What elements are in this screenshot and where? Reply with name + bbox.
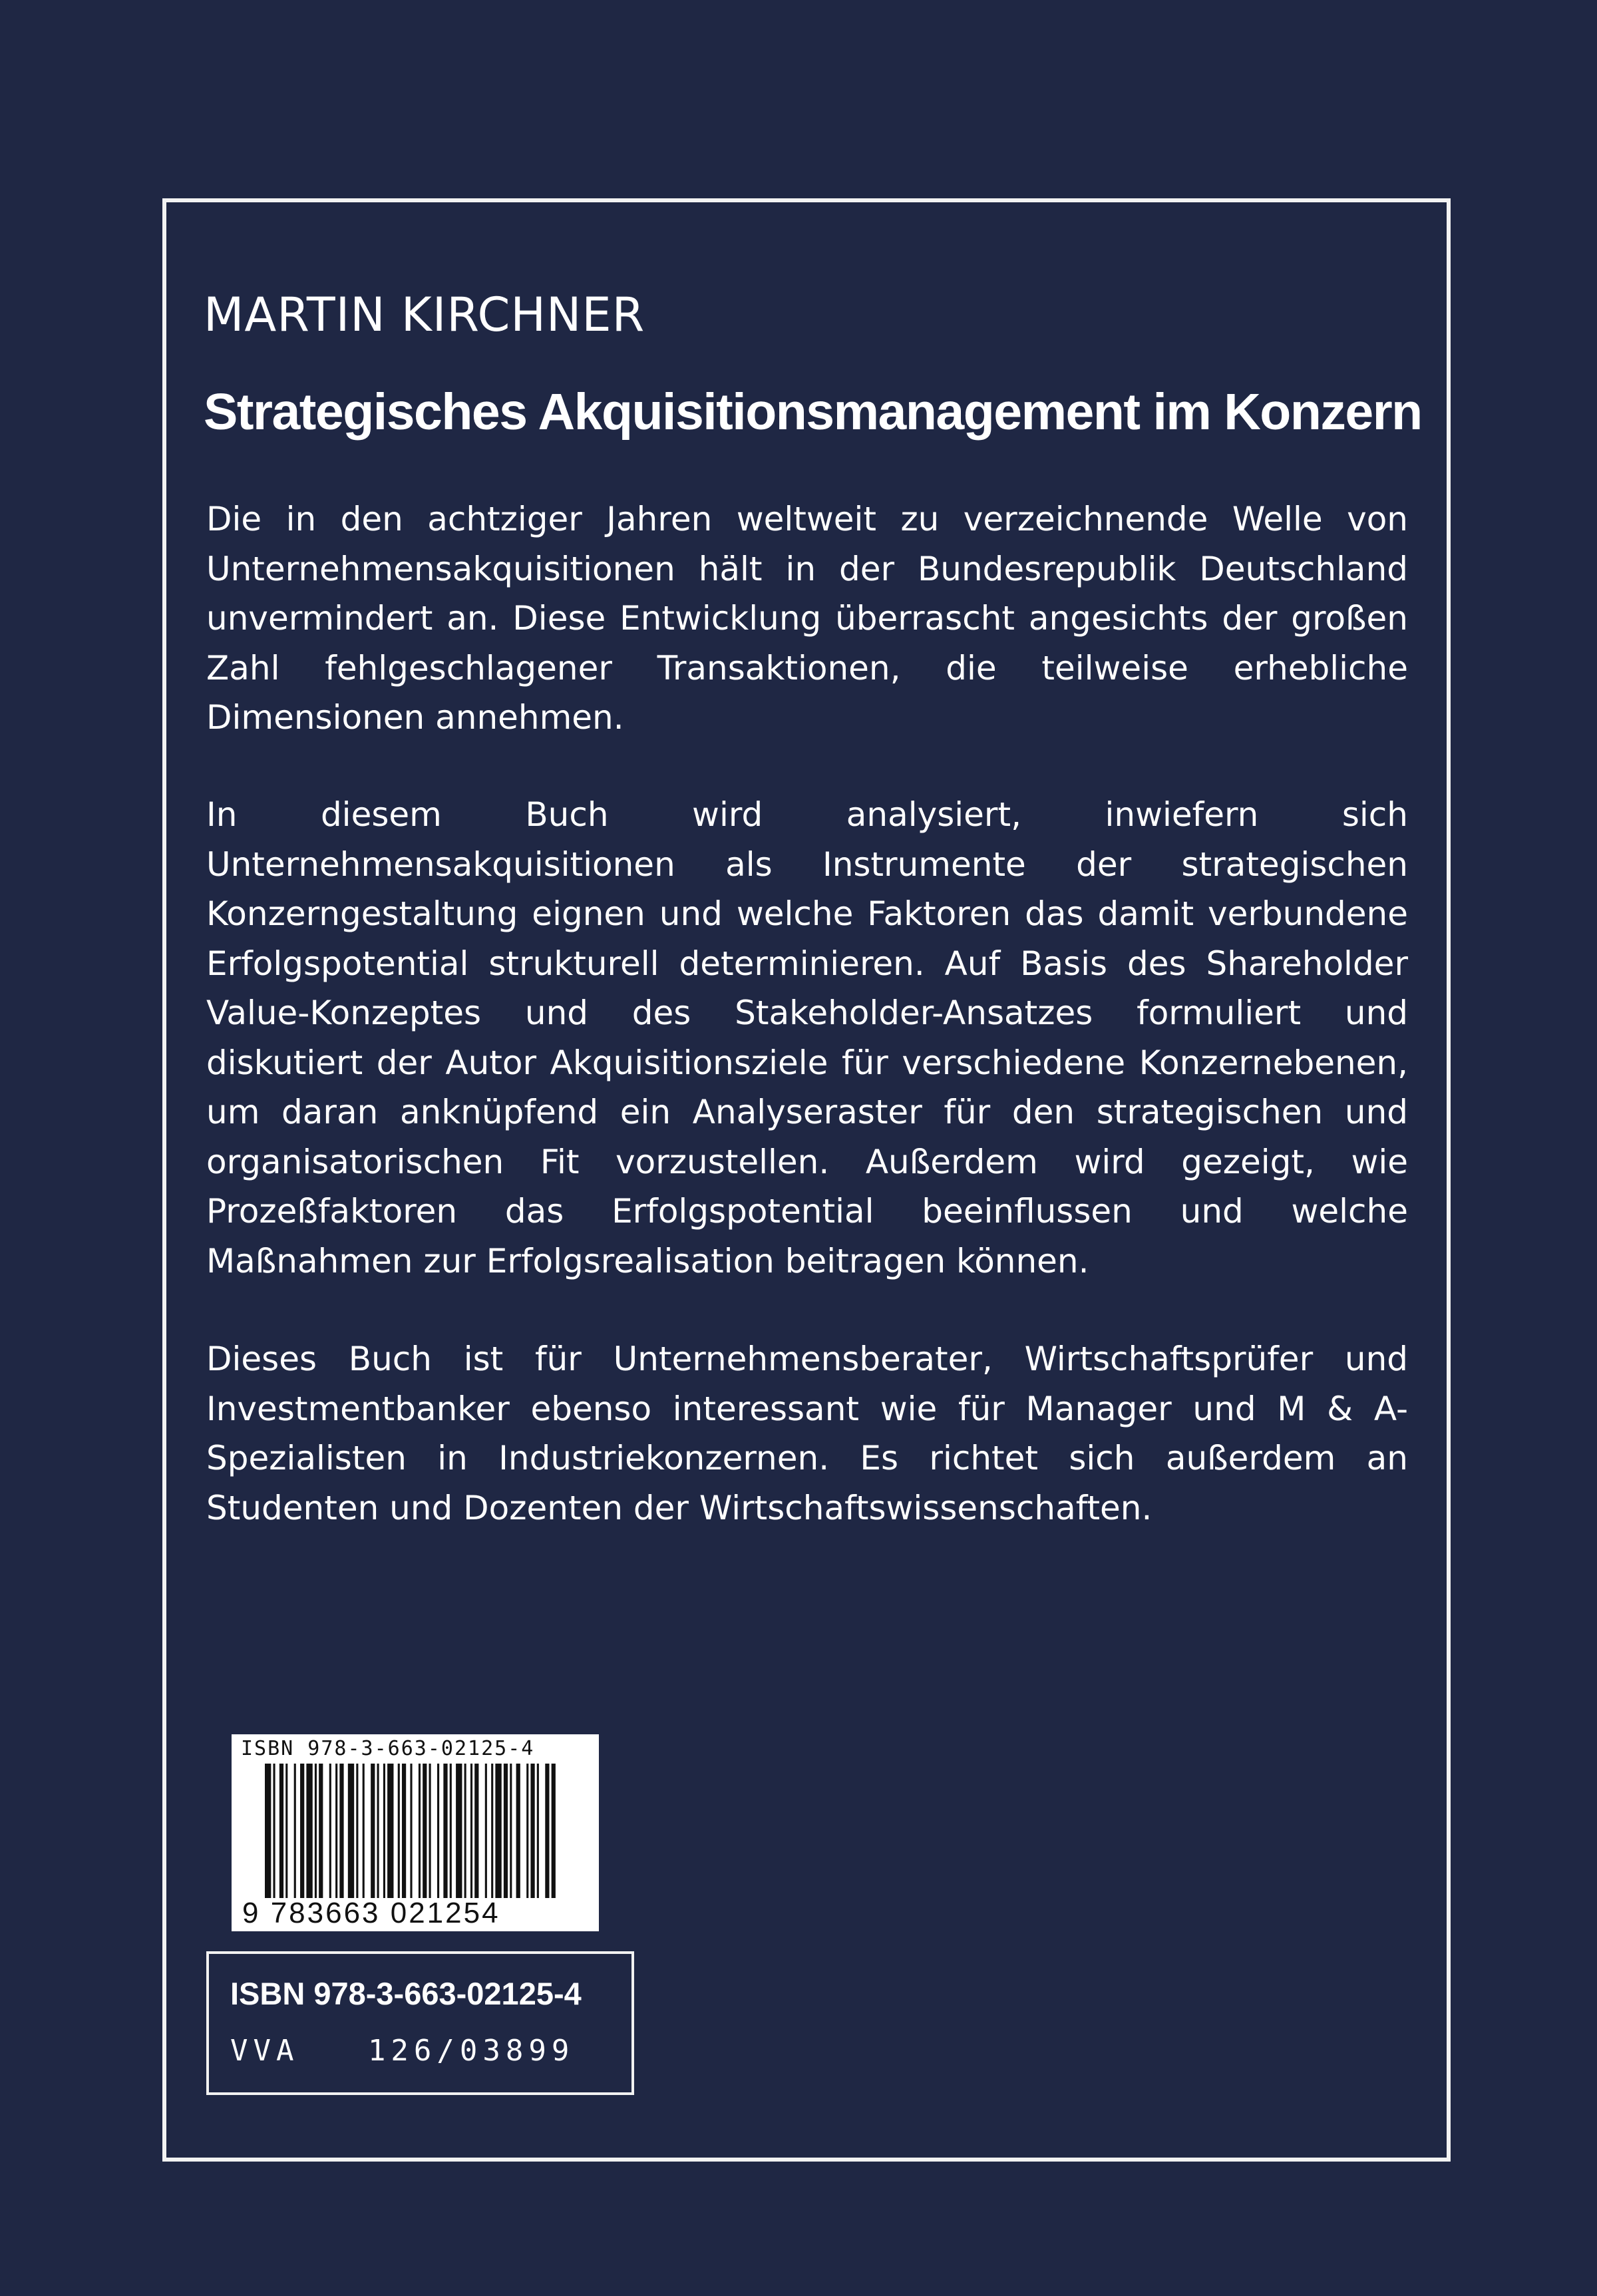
barcode-bar (419, 1764, 421, 1898)
barcode-bar (315, 1764, 317, 1898)
isbn-box (206, 1951, 634, 2095)
barcode-bar (329, 1764, 331, 1898)
barcode-bar (371, 1764, 375, 1898)
barcode-bar (294, 1764, 296, 1898)
barcode-bar (456, 1764, 462, 1898)
barcode-bar (363, 1764, 365, 1898)
isbn-number: ISBN 978-3-663-02125-4 (230, 1976, 582, 2011)
barcode-bar (356, 1764, 358, 1898)
barcode-bar (443, 1764, 447, 1898)
barcode-bar (485, 1764, 487, 1898)
blurb-paragraph-2: In diesem Buch wird analysiert, inwiefern sich Unternehmensakquisitionen als Instrumente der strategischen Konzerngestaltung eignen und welche Faktoren das damit verbundene Erfolgspotential strukturell determinieren. Auf Basis des Shareholder Value-Konzeptes und des Stakeholder-Ansatzes formuliert und diskutiert der Autor Akquisitionsziele für verschiedene Konzernebenen, um daran anknüpfend ein Analyseraster für den strategischen und organisatorischen Fit vorzustellen. Außerdem wird gezeigt, wie Prozeßfaktoren das Erfolgspotential beeinflussen und welche Maßnahmen zur Erfolgsrealisation beitragen können. (206, 795, 1408, 1280)
barcode-bar (526, 1764, 528, 1898)
barcode-bar (339, 1764, 343, 1898)
barcode-bar (348, 1764, 354, 1898)
barcode-bar (319, 1764, 323, 1898)
author-name: MARTIN KIRCHNER (204, 287, 645, 342)
barcode-bar (335, 1764, 337, 1898)
barcode-bar (495, 1764, 501, 1898)
vva-code: VVA 126/03899 (230, 2034, 575, 2068)
barcode-bar (504, 1764, 508, 1898)
blurb-paragraph-1: Die in den achtziger Jahren weltweit zu verzeichnende Welle von Unternehmensakquisitionen hält in der Bundesrepublik Deutschland unvermindert an. Diese Entwicklung überrascht angesichts der großen Zahl fehlgeschlagener Transaktionen, die teilweise erhebliche Dimensionen annehmen. (206, 500, 1408, 737)
barcode-bar (410, 1764, 412, 1898)
barcode-isbn-label: ISBN 978-3-663-02125-4 (241, 1737, 535, 1760)
barcode-bar (383, 1764, 385, 1898)
barcode (232, 1734, 599, 1931)
barcode-bar (300, 1764, 304, 1898)
barcode-bar (491, 1764, 493, 1898)
barcode-bar (437, 1764, 439, 1898)
barcode-bar (402, 1764, 406, 1898)
barcode-bar (545, 1764, 549, 1898)
barcode-bar (429, 1764, 431, 1898)
barcode-digits: 9 783663 021254 (242, 1897, 500, 1929)
barcode-bar (510, 1764, 512, 1898)
barcode-bar (377, 1764, 379, 1898)
barcode-bar (265, 1764, 271, 1898)
barcode-bar (537, 1764, 539, 1898)
barcode-bar (474, 1764, 478, 1898)
barcode-bar (273, 1764, 275, 1898)
barcode-bar (285, 1764, 287, 1898)
barcode-bar (306, 1764, 312, 1898)
barcode-bar (450, 1764, 452, 1898)
barcode-bar (530, 1764, 534, 1898)
barcode-bar (464, 1764, 466, 1898)
barcode-bar (279, 1764, 283, 1898)
barcode-bar (398, 1764, 400, 1898)
barcode-bar (423, 1764, 427, 1898)
barcode-bar (516, 1764, 520, 1898)
barcode-bar (552, 1764, 556, 1898)
barcode-bar (387, 1764, 393, 1898)
book-title: Strategisches Akquisitionsmanagement im Konzern (204, 383, 1422, 441)
barcode-bar (470, 1764, 472, 1898)
barcode-bars (265, 1764, 558, 1898)
blurb-paragraph-3: Dieses Buch ist für Unternehmensberater, Wirtschaftsprüfer und Investmentbanker ebenso interessant wie für Manager und M & A-Spezialisten in Industriekonzernen. Es richtet sich außerdem an Studenten und Dozenten der Wirtschaftswissenschaften. (206, 1340, 1408, 1527)
